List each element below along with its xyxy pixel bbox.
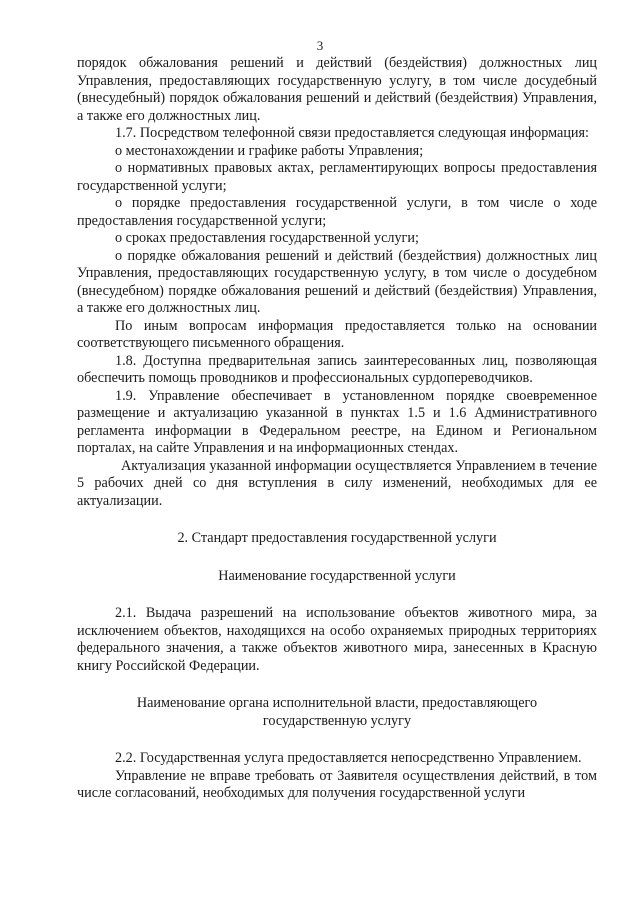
paragraph-2-2: 2.2. Государственная услуга предоставляется непосредственно Управлением.	[115, 750, 582, 766]
spacer	[77, 675, 597, 695]
document-body	[77, 55, 597, 803]
spacer	[77, 548, 597, 568]
subheading-service-name: Наименование государственной услуги	[218, 567, 456, 584]
list-item-appeal: о порядке обжалования решений и действий (бездействия) должностных лиц Управления, предоставляющих государственную услугу, в том числе о досудебном (внесудебном) порядке обжалования решений и действий (бездействия) Управления, а также его должностных лиц.	[77, 247, 597, 316]
subheading-authority-line-2: государственную услугу	[262, 712, 412, 729]
list-item-location: о местонахождении и графике работы Управления;	[115, 142, 424, 159]
paragraph-1-8: 1.8. Доступна предварительная запись заинтересованных лиц, позволяющая обеспечить помощь проводников и профессиональных сурдопереводчиков.	[77, 352, 597, 386]
subheading-authority-line-1: Наименование органа исполнительной власти, предоставляющего	[136, 695, 538, 711]
list-item-procedure: о порядке предоставления государственной услуги, в том числе о ходе предоставления государственной услуги;	[77, 195, 597, 229]
spacer	[77, 585, 597, 605]
section-heading: 2. Стандарт предоставления государственной услуги	[177, 530, 497, 546]
page-number: 3	[316, 38, 324, 53]
paragraph-appeal-procedure: порядок обжалования решений и действий (бездействия) должностных лиц Управления, предоставляющих государственную услугу, в том числе досудебный (внесудебный) порядок обжалования решений и действий (бездействия) Управления, а также его должностных лиц.	[77, 55, 597, 124]
spacer	[77, 510, 597, 530]
paragraph-1-9: 1.9. Управление обеспечивает в установленном порядке своевременное размещение и актуализацию указанной в пунктах 1.5 и 1.6 Административного регламента информации в Федеральном реестре, на Едином и Региональном порталах, на сайте Управления и на информационных стендах.	[77, 387, 597, 456]
paragraph-1-7: 1.7. Посредством телефонной связи предоставляется следующая информация:	[115, 125, 589, 141]
spacer	[77, 730, 597, 750]
paragraph-no-require: Управление не вправе требовать от Заявителя осуществления действий, в том числе согласований, необходимых для получения государственной услуги	[77, 767, 597, 801]
paragraph-other-questions: По иным вопросам информация предоставляется только на основании соответствующего письменного обращения.	[77, 317, 597, 351]
list-item-terms: о сроках предоставления государственной услуги;	[115, 230, 419, 246]
paragraph-actualization: Актуализация указанной информации осуществляется Управлением в течение 5 рабочих дней со дня вступления в силу изменений, необходимых для ее актуализации.	[77, 457, 597, 509]
paragraph-2-1: 2.1. Выдача разрешений на использование объектов животного мира, за исключением объектов, находящихся на особо охраняемых природных территориях федерального значения, а также объектов животного мира, занесенных в Красную книгу Российской Федерации.	[77, 605, 597, 674]
list-item-normative-acts: о нормативных правовых актах, регламентирующих вопросы предоставления государственной услуги;	[77, 160, 597, 194]
